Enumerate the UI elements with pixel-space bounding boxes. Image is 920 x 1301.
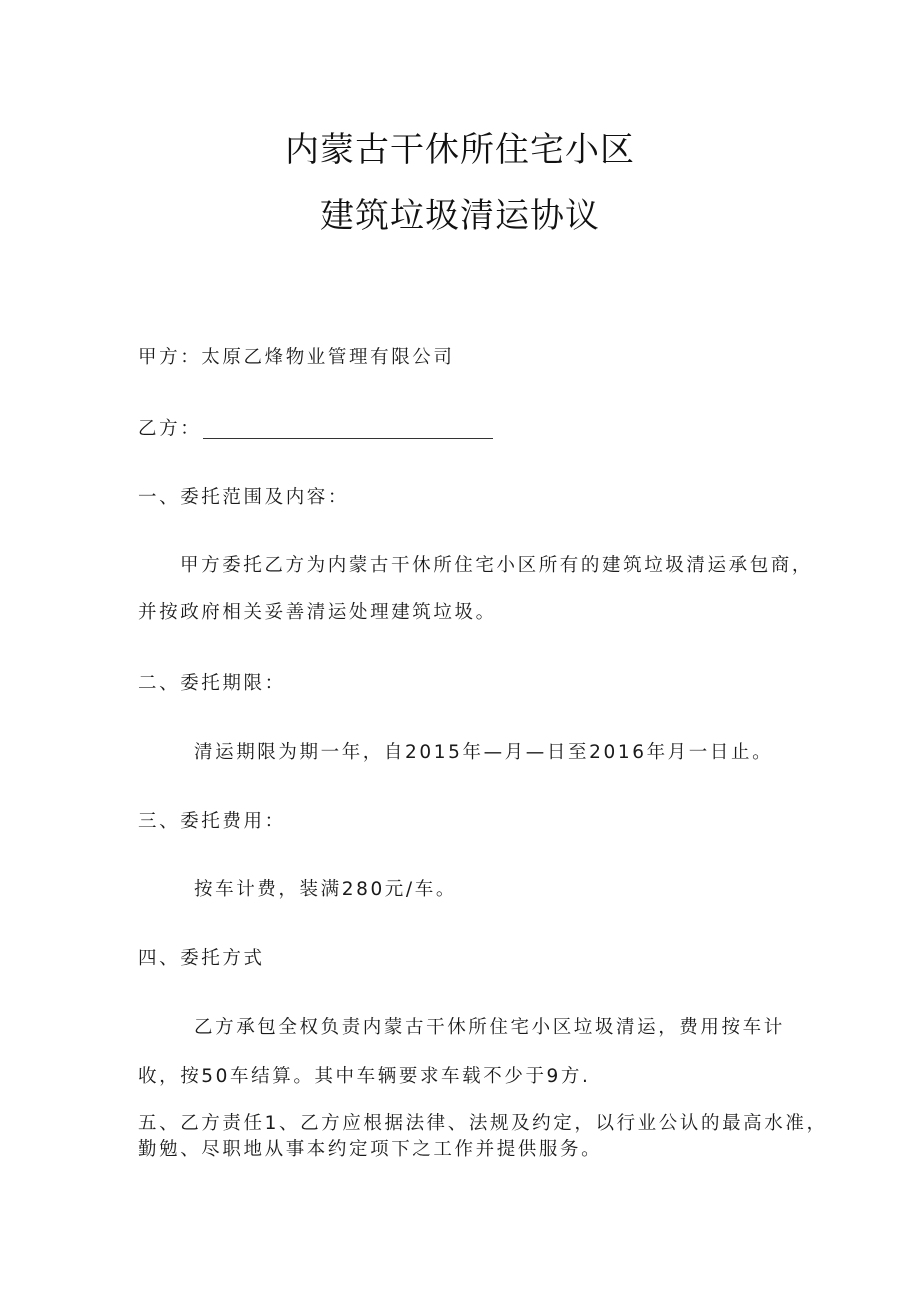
party-b-blank-line — [203, 420, 493, 439]
section-4-paragraph-line-2: 收，按50车结算。其中车辆要求车载不少于9方. — [138, 1066, 591, 1087]
section-4-paragraph-line-1: 乙方承包全权负责内蒙古干休所住宅小区垃圾清运，费用按车计 — [194, 1017, 785, 1038]
party-b-label: 乙方： — [138, 418, 202, 440]
section-1-paragraph-line-2: 并按政府相关妥善清运处理建筑垃圾。 — [138, 602, 497, 623]
section-3-heading: 三、委托费用： — [138, 811, 286, 832]
section-2-heading: 二、委托期限： — [138, 673, 286, 694]
section-4-heading: 四、委托方式 — [138, 948, 265, 969]
section-3-paragraph: 按车计费，装满280元/车。 — [194, 879, 457, 900]
party-a: 甲方：太原乙烽物业管理有限公司 — [138, 347, 455, 368]
section-2-paragraph: 清运期限为期一年，自2015年—月—日至2016年月一日止。 — [194, 742, 774, 763]
party-b — [138, 420, 493, 439]
section-1-heading: 一、委托范围及内容： — [138, 487, 350, 508]
section-1-paragraph-line-1: 甲方委托乙方为内蒙古干休所住宅小区所有的建筑垃圾清运承包商， — [180, 555, 814, 576]
document-title-line-1: 内蒙古干休所住宅小区 — [285, 130, 635, 170]
section-5-line-1: 五、乙方责任1、乙方应根据法律、法规及约定，以行业公认的最高水准， — [138, 1113, 828, 1134]
document-title-line-2: 建筑垃圾清运协议 — [320, 196, 600, 236]
section-5-line-2: 勤勉、尽职地从事本约定项下之工作并提供服务。 — [138, 1139, 603, 1160]
